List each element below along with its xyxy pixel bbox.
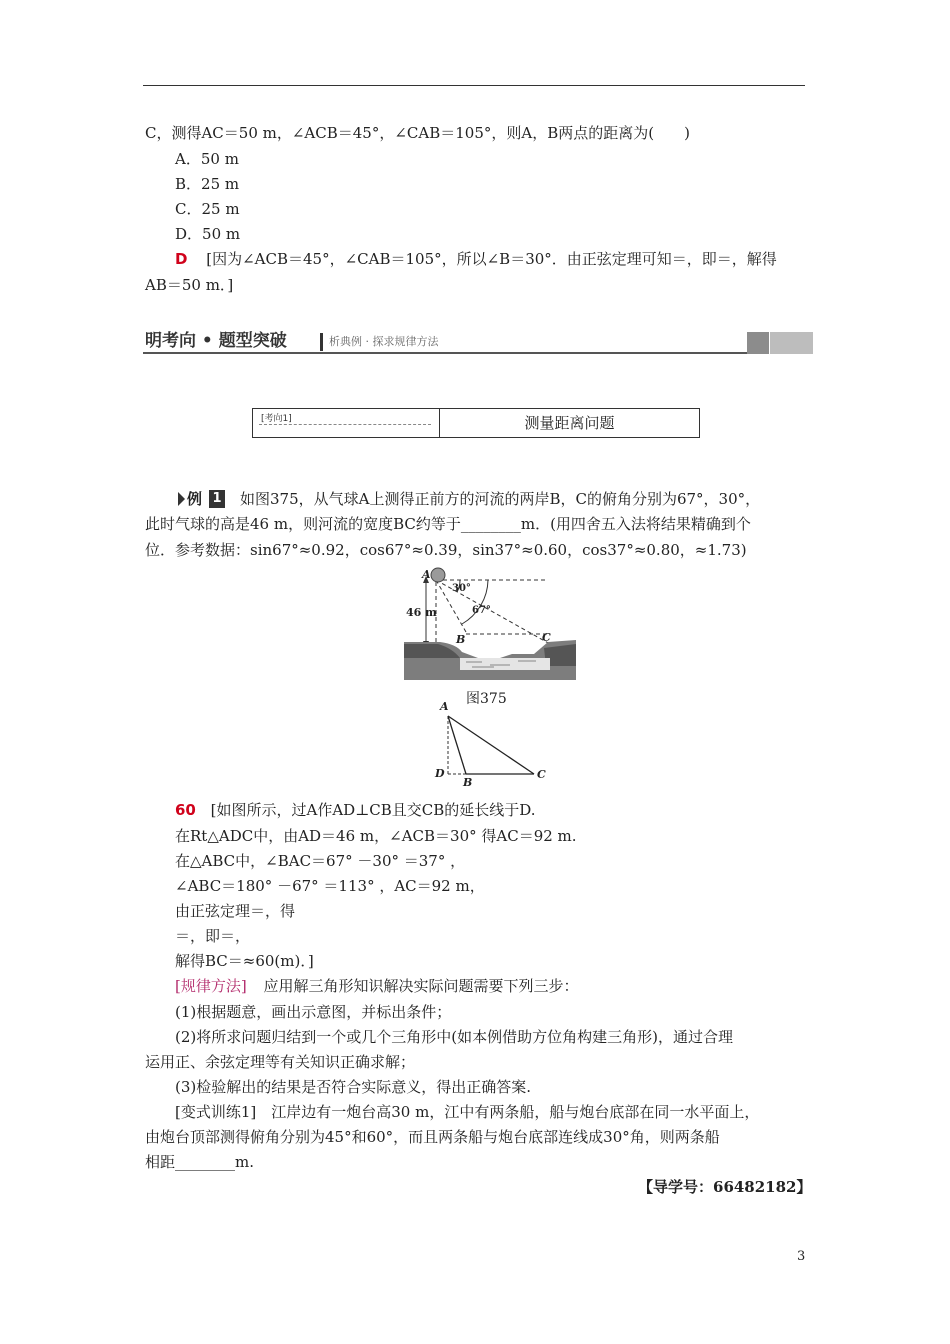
banner-block-light [770,332,813,354]
solution-line-2: 在Rt△ADC中，由AD＝46 m，∠ACB＝30° 得AC＝92 m. [175,827,577,845]
fig1-label-angle30: 30° [452,583,471,594]
page-number: 3 [797,1249,806,1264]
variant-line-3: 相距________m. [145,1153,254,1171]
topic-title: 测量距离问题 [524,414,615,432]
section-divider [320,333,323,351]
fig1-label-c: C [542,631,551,644]
solution-line-6: ＝，即＝， [175,927,251,945]
solution-answer: 60 [175,801,196,819]
badge-arrow-icon [178,492,185,506]
fig2-label-d: D [435,767,445,780]
solution-line-4: ∠ABC＝180° －67° ＝113° ，AC＝92 m， [175,877,485,895]
option-b: B．25 m [175,175,240,193]
method-step-3: (3)检验解出的结果是否符合实际意义，得出正确答案. [175,1078,532,1096]
banner-block-dark [747,332,769,354]
triangle-figure [430,708,550,790]
method-step-1: (1)根据题意，画出示意图，并标出条件； [175,1003,452,1021]
prev-answer-letter: D [175,250,188,268]
figure1-caption: 图375 [466,691,507,707]
prev-answer-explanation: [因为∠ACB＝45°，∠CAB＝105°，所以∠B＝30°．由正弦定理可知＝，即＝，解得 [206,250,777,268]
example-line-3: 位．参考数据：sin67°≈0.92，cos67°≈0.39，sin37°≈0.60，cos37°≈0.80，≈1.73) [145,541,747,559]
section-underline [143,352,747,354]
method-intro: 应用解三角形知识解决实际问题需要下列三步： [263,977,579,995]
fig2-label-b: B [463,776,473,789]
badge-number: 1 [209,490,225,508]
topic-tag: [考向1] [261,414,292,424]
solution-text-1: [如图所示，过A作AD⊥CB且交CB的延长线于D. [210,801,536,819]
topic-tag-cell [253,409,440,437]
fig1-label-angle67: 67° [472,605,491,616]
variant-line-1: [变式训练1] 江岸边有一炮台高30 m，江中有两条船，船与炮台底部在同一水平面上， [175,1103,760,1121]
prev-answer-line [175,249,777,269]
solution-line-1 [175,800,536,820]
option-a: A．50 m [175,150,239,168]
solution-line-7: 解得BC＝≈60(m)．] [175,952,314,970]
variant-line-2: 由炮台顶部测得俯角分别为45°和60°，而且两条船与炮台底部连线成30°角，则两条船 [145,1128,720,1146]
header-rule [143,85,805,86]
example-line-1: 如图375，从气球A上测得正前方的河流的两岸B，C的俯角分别为67°，30°， [240,490,761,508]
prev-answer-result: AB＝50 m．] [145,276,234,294]
fig1-label-a: A [422,568,431,581]
fig2-label-a: A [440,700,449,713]
section-title: 明考向 • 题型突破 [145,331,287,351]
badge-label: 例 [187,490,203,508]
fig2-label-c: C [537,768,546,781]
example-line-2: 此时气球的高是46 m，则河流的宽度BC约等于________m．(用四舍五入法将结果精确到个 [145,515,751,533]
option-d: D．50 m [175,225,241,243]
solution-line-3: 在△ABC中，∠BAC＝67° －30° ＝37° ， [175,852,466,870]
method-label: [规律方法] [175,977,247,995]
option-c: C．25 m [175,200,240,218]
fig1-label-b: B [456,633,466,646]
method-step-2b: 运用正、余弦定理等有关知识正确求解； [145,1053,416,1071]
prev-question-stem: C，测得AC＝50 m，∠ACB＝45°，∠CAB＝105°，则A，B两点的距离为( ) [145,124,690,142]
section-banner [143,330,813,354]
section-subtitle: 析典例 · 探求规律方法 [329,335,439,348]
method-intro-line [175,976,579,996]
topic-box [252,408,700,438]
solution-line-5: 由正弦定理＝，得 [175,902,296,920]
guide-number: 【导学号：66482182】 [638,1178,812,1196]
fig1-label-height: 46 m [406,606,437,619]
method-step-2a: (2)将所求问题归结到一个或几个三角形中(如本例借助方位角构建三角形)，通过合理 [175,1028,733,1046]
topic-dash-line [259,424,431,425]
